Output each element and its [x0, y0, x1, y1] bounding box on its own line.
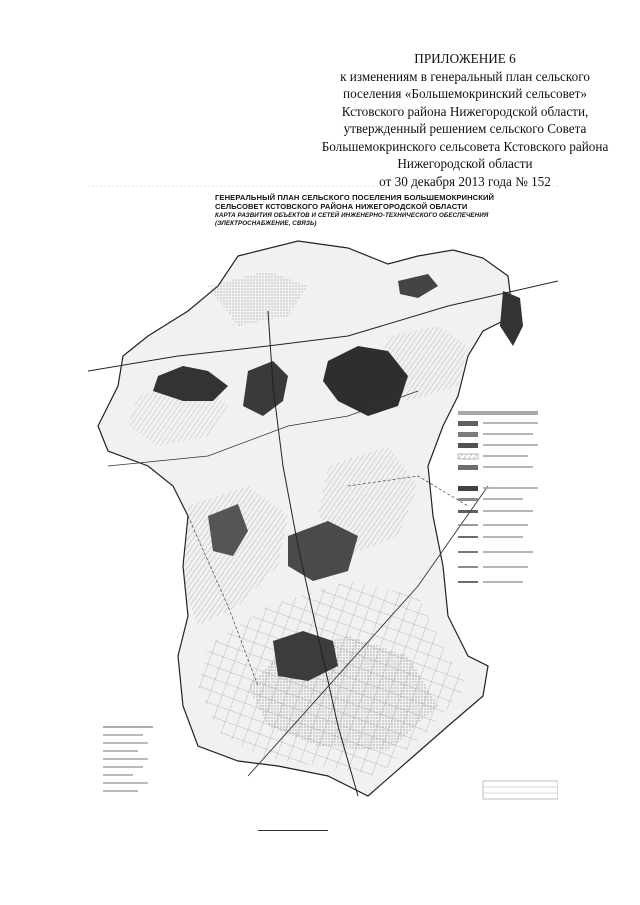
- map-stamp: [483, 781, 558, 799]
- map-legend: [458, 411, 538, 583]
- appendix-date-line: от 30 декабря 2013 года № 152: [379, 173, 551, 189]
- appendix-header: [300, 50, 630, 190]
- map-title-line-2: СЕЛЬСОВЕТ КСТОВСКОГО РАЙОНА НИЖЕГОРОДСКОЙ ОБЛАСТИ: [215, 202, 468, 212]
- appendix-line-5: утвержденный решением сельского Совета: [343, 121, 587, 136]
- map-image: [88, 186, 558, 801]
- appendix-title: ПРИЛОЖЕНИЕ 6: [414, 51, 516, 66]
- appendix-line-4: Кстовского района Нижегородской области,: [341, 103, 589, 119]
- appendix-line-7: Нижегородской области: [397, 156, 533, 171]
- appendix-line-6: Большемокринского сельсовета Кстовского района: [321, 138, 609, 154]
- appendix-line-2: к изменениям в генеральный план сельского: [340, 68, 590, 84]
- map-explication: [103, 726, 153, 792]
- appendix-line-3: поселения «Большемокринский сельсовет»: [343, 86, 587, 101]
- map-title-line-1: ГЕНЕРАЛЬНЫЙ ПЛАН СЕЛЬСКОГО ПОСЕЛЕНИЯ БОЛЬШЕМОКРИНСКИЙ: [215, 193, 495, 202]
- map-subtitle-line-2: (ЭЛЕКТРОСНАБЖЕНИЕ, СВЯЗЬ): [215, 219, 317, 227]
- bottom-divider: [258, 830, 328, 831]
- map-subtitle-line-1: КАРТА РАЗВИТИЯ ОБЪЕКТОВ И СЕТЕЙ ИНЖЕНЕРНО-ТЕХНИЧЕСКОГО ОБЕСПЕЧЕНИЯ: [215, 211, 489, 219]
- map-title: [215, 193, 545, 228]
